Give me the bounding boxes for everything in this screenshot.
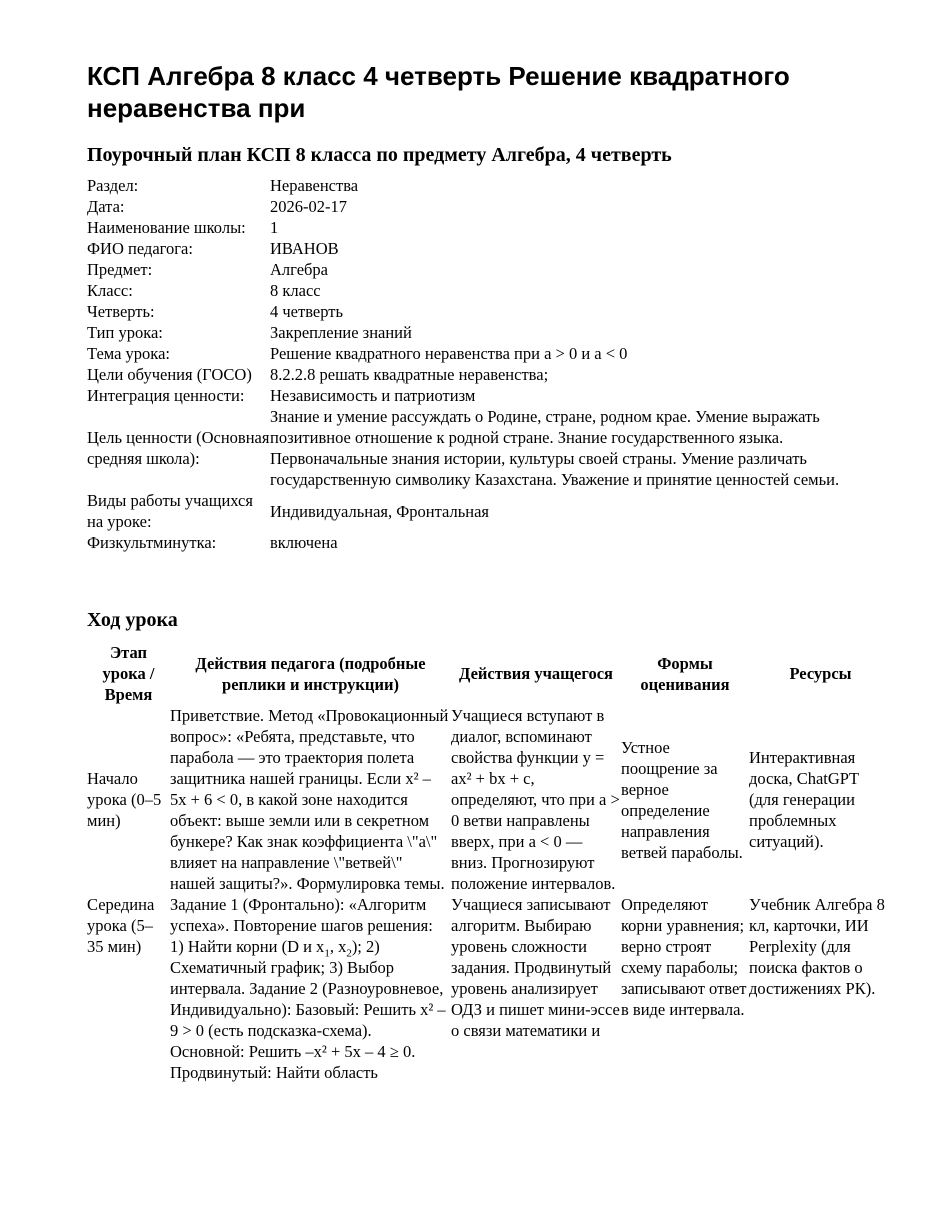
info-row: [87, 175, 890, 196]
info-row: [87, 301, 890, 322]
teacher-text: ); 2) Схематичный график; 3) Выбор интервала. Задание 2 (Разноуровневое, Индивидуально): Базовый: Решить x² – 9 > 0 (есть подсказка-схема). Основной: Решить –x² + 5x – 4 ≥ 0. Продвинутый: Найти область: [170, 937, 446, 1082]
student-actions-cell: Учащиеся записывают алгоритм. Выбираю уровень сложности задания. Продвинутый уровень анализирует ОДЗ и пишет мини-эссе о связи математики и: [451, 895, 620, 1040]
info-key: Цель ценности (Основная средняя школа):: [87, 428, 270, 468]
info-value: 8 класс: [270, 281, 321, 300]
info-key: ФИО педагога:: [87, 239, 193, 258]
info-row: [87, 385, 890, 406]
document-title: КСП Алгебра 8 класс 4 четверть Решение квадратного неравенства при: [87, 61, 790, 123]
info-value: Знание и умение рассуждать о Родине, стране, родном крае. Умение выражать позитивное отношение к родной стране. Знание государственного языка. Первоначальные знания истории, культуры своей страны. Умение различать государственную символику Казахстана. Уважение и принятие ценностей семьи.: [270, 407, 840, 489]
info-row: [87, 280, 890, 301]
info-value: Решение квадратного неравенства при a > 0 и a < 0: [270, 344, 628, 363]
teacher-text: Задание 1 (Фронтально): «Алгоритм успеха». Повторение шагов решения: 1) Найти корни (D и x: [170, 895, 433, 956]
info-row: [87, 259, 890, 280]
info-value: Алгебра: [270, 260, 328, 279]
info-key: Физкультминутка:: [87, 533, 217, 552]
section-title: Ход урока: [87, 609, 178, 631]
lesson-info-table: [87, 175, 890, 553]
info-key: Четверть:: [87, 302, 155, 321]
info-key: Интеграция ценности:: [87, 386, 245, 405]
table-row: [87, 894, 892, 1083]
info-row: [87, 217, 890, 238]
lesson-plan-table: [87, 642, 892, 1083]
info-row: [87, 343, 890, 364]
subscript: 1: [324, 947, 330, 960]
column-header: Этап урока / Время: [102, 643, 155, 704]
info-value: включена: [270, 533, 338, 552]
info-row: [87, 364, 890, 385]
assessment-cell: Устное поощрение за верное определение направления ветвей параболы.: [621, 737, 743, 862]
info-row: [87, 238, 890, 259]
info-value: Неравенства: [270, 176, 359, 195]
info-value: 8.2.2.8 решать квадратные неравенства;: [270, 365, 549, 384]
student-actions-cell: Учащиеся вступают в диалог, вспоминают свойства функции y = ax² + bx + c, определяют, что при a > 0 ветви направлены вверх, при a < 0 — вниз. Прогнозируют положение интервалов.: [451, 706, 620, 893]
info-value: 1: [270, 218, 279, 237]
table-row: [87, 705, 892, 894]
column-header: Действия учащегося: [459, 664, 613, 683]
teacher-actions-cell: Приветствие. Метод «Провокационный вопрос»: «Ребята, представьте, что парабола — это траектория полета защитника нашей границы. Если x² – 5x + 6 < 0, в какой зоне находится объект: выше земли или в секретном бункере? Как знак коэффициента \"a\" влияет на направление \"ветвей\" нашей защиты?». Формулировка темы.: [170, 706, 449, 893]
stage-cell: Середина урока (5–35 мин): [87, 895, 155, 956]
info-row: [87, 406, 890, 490]
info-value: Закрепление знаний: [270, 323, 412, 342]
info-value: Индивидуальная, Фронтальная: [270, 501, 489, 521]
info-key: Наименование школы:: [87, 218, 246, 237]
info-value: 2026-02-17: [270, 197, 347, 216]
info-key: Тема урока:: [87, 344, 170, 363]
column-header: Ресурсы: [789, 664, 852, 683]
document-subtitle: Поурочный план КСП 8 класса по предмету Алгебра, 4 четверть: [87, 144, 672, 166]
info-key: Предмет:: [87, 260, 153, 279]
info-value: 4 четверть: [270, 302, 343, 321]
info-row: [87, 532, 890, 553]
info-key: Виды работы учащихся на уроке:: [87, 491, 253, 531]
info-row: [87, 322, 890, 343]
teacher-actions-cell: [170, 894, 451, 1083]
table-header-row: [87, 642, 892, 705]
info-row: [87, 196, 890, 217]
info-value: ИВАНОВ: [270, 239, 339, 258]
column-header: Действия педагога (подробные реплики и инструкции): [195, 653, 426, 694]
info-key: Тип урока:: [87, 323, 163, 342]
subscript: 2: [346, 947, 352, 960]
info-value: Независимость и патриотизм: [270, 386, 476, 405]
info-row: [87, 490, 890, 532]
resources-cell: Учебник Алгебра 8 кл, карточки, ИИ Perplexity (для поиска фактов о достижениях РК).: [749, 895, 885, 998]
teacher-text: , x: [329, 937, 347, 956]
info-key: Дата:: [87, 197, 125, 216]
info-key: Цели обучения (ГОСО): [87, 365, 252, 384]
info-key: Класс:: [87, 281, 133, 300]
info-key: Раздел:: [87, 176, 139, 195]
resources-cell: Интерактивная доска, ChatGPT (для генерации проблемных ситуаций).: [749, 748, 859, 851]
assessment-cell: Определяют корни уравнения; верно строят схему параболы; записывают ответ в виде интервала.: [621, 895, 747, 1019]
column-header: Формы оценивания: [640, 653, 730, 694]
stage-cell: Начало урока (0–5 мин): [87, 769, 162, 830]
